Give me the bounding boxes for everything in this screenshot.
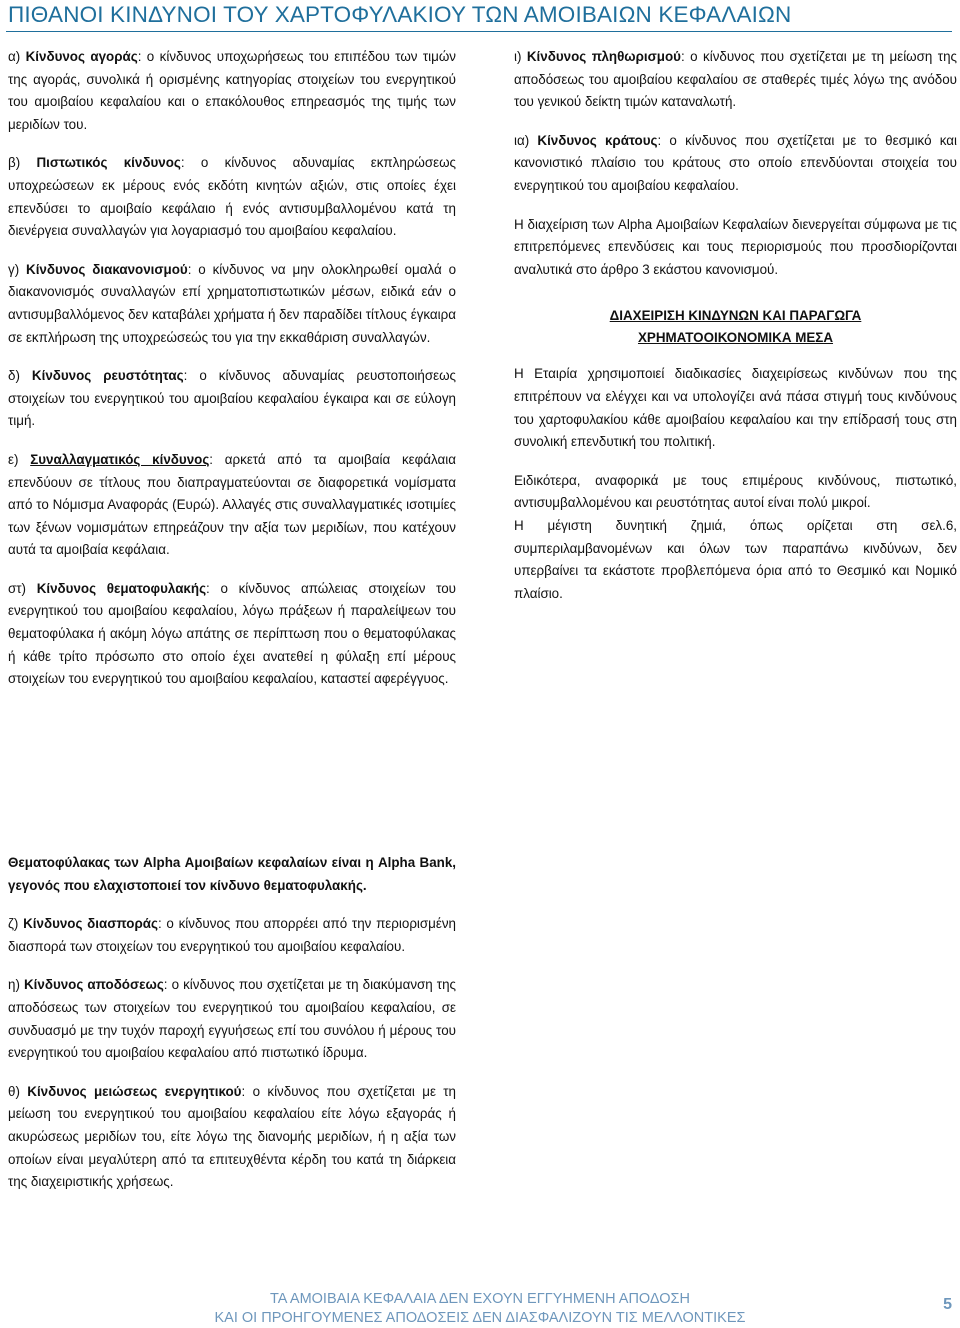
risk-item-liquidity: δ) Κίνδυνος ρευστότητας: ο κίνδυνος αδυναμίας ρευστοποιήσεως στοιχείων του ενεργητικού του αμοιβαίου κεφαλαίου έγκαιρα και σε εύλογη τιμή. (8, 368, 456, 429)
title-divider (6, 31, 952, 32)
risk-term: Κίνδυνος πληθωρισμού (526, 49, 681, 64)
risk-term: Κίνδυνος διασποράς (23, 916, 158, 932)
management-paragraph: Η διαχείριση των Alpha Αμοιβαίων Κεφαλαίων διενεργείται σύμφωνα με τις επιτρεπόμενες επενδύσεις και τους περιορισμούς που προσδιορίζονται αναλυτικά στο άρθρο 3 εκάστου κανονισμού. (514, 216, 957, 277)
risk-term: Κίνδυνος ρευστότητας (31, 368, 184, 384)
risk-term: Συναλλαγματικός κίνδυνος (30, 451, 210, 467)
risk-item-settlement: γ) Κίνδυνος διακανονισμού: ο κίνδυνος να μην ολοκληρωθεί ομαλά ο διακανονισμός συναλλαγών επί χρηματοπιστωτικών μέσων, ειδικά εάν ο αντισυμβαλλόμενος δεν καταβάλει χρήματα ή δεν παραδίδει τίτλους έγκαιρα σε εκπλήρωση της υποχρεώσεώς του για την εκκαθάριση συναλλαγών. (8, 261, 457, 345)
footer-line-2: ΚΑΙ ΟΙ ΠΡΟΗΓΟΥΜΕΝΕΣ ΑΠΟΔΟΣΕΙΣ ΔΕΝ ΔΙΑΣΦΑΛΙΖΟΥΝ ΤΙΣ ΜΕΛΛΟΝΤΙΚΕΣ (214, 1310, 746, 1326)
section-heading-line1: ΔΙΑΧΕΙΡΙΣΗ ΚΙΝΔΥΝΩΝ ΚΑΙ ΠΑΡΑΓΩΓΑ (609, 308, 862, 324)
lower-left-section (8, 852, 456, 1210)
risk-term: Κίνδυνος μειώσεως ενεργητικού (27, 1083, 242, 1099)
max-loss-paragraph: Η μέγιστη δυνητική ζημιά, όπως ορίζεται στη σελ.6, συμπεριλαμβανομένων και όλων των παραπάνω κινδύνων, δεν υπερβαίνει τα εκάστοτε προβλεπόμενα όρια από το Θεσμικό και Νομικό πλαίσιο. (514, 517, 957, 601)
risk-term: Κίνδυνος αποδόσεως (23, 977, 164, 993)
risk-term: Κίνδυνος κράτους (537, 132, 658, 148)
risk-item-inflation: ι) Κίνδυνος πληθωρισμού: ο κίνδυνος που σχετίζεται με τη μείωση της αποδόσεως του αμοιβαίου κεφαλαίου σε σταθερές τιμές λόγω της ανόδου του γενικού δείκτη τιμών καταναλωτή. (514, 49, 957, 110)
section-heading (514, 305, 957, 349)
risk-item-asset-reduction: θ) Κίνδυνος μειώσεως ενεργητικού: ο κίνδυνος που σχετίζεται με τη μείωση του ενεργητικού του αμοιβαίου κεφαλαίου είτε λόγω εξαγοράς ή ακυρώσεως μεριδίων του, είτε λόγω της διανομής μεριδίων, ή η αξία των οποίων είναι μεγαλύτερη από τα επιτευχθέντα κέρδη του κατά τη διάρκεια της διαχειριστικής χρήσεως. (8, 1083, 457, 1190)
risk-term: Κίνδυνος θεματοφυλακής (36, 580, 207, 596)
page-title: ΠΙΘΑΝΟΙ ΚΙΝΔΥΝΟΙ ΤΟΥ ΧΑΡΤΟΦΥΛΑΚΙΟΥ ΤΩΝ ΑΜΟΙΒΑΙΩΝ ΚΕΦΑΛΑΙΩΝ (8, 2, 792, 27)
custodian-note: Θεματοφύλακας των Alpha Αμοιβαίων κεφαλαίων είναι η Alpha Bank, γεγονός που ελαχιστοποιεί τον κίνδυνο θεματοφυλακής. (8, 855, 456, 893)
risk-management-paragraph: Η Εταιρία χρησιμοποιεί διαδικασίες διαχειρίσεως κινδύνων που της επιτρέπουν να ελέγχει και να υπολογίζει ανά πάσα στιγμή τους κινδύνους του χαρτοφυλακίου κάθε αμοιβαίου κεφαλαίου και την επίδρασή τους στη συνολική επενδυτική του πολιτική. (514, 366, 957, 450)
risk-item-currency: ε) Συναλλαγματικός κίνδυνος: αρκετά από τα αμοιβαία κεφάλαια επενδύουν σε τίτλους που διαπραγματεύονται σε διαφορετικά νομίσματα από το Νόμισμα Αναφοράς (Ευρώ). Αλλαγές στις συναλλαγματικές ισοτιμίες των ξένων νομισμάτων επηρεάζουν την αξία των μεριδίων, που κατέχουν αυτά τα αμοιβαία κεφάλαια. (8, 451, 456, 558)
risk-item-market: α) Κίνδυνος αγοράς: ο κίνδυνος υποχωρήσεως του επιπέδου των τιμών της αγοράς, συνολικά ή ορισμένης κατηγορίας στοιχείων του ενεργητικού του αμοιβαίου κεφαλαίου και ο επακόλουθος επηρεασμός της τιμής των μεριδίων του. (8, 49, 457, 132)
risk-term: Πιστωτικός κίνδυνος (36, 155, 181, 171)
footer-line-1: ΤΑ ΑΜΟΙΒΑΙΑ ΚΕΦΑΛΑΙΑ ΔΕΝ ΕΧΟΥΝ ΕΓΓΥΗΜΕΝΗ ΑΠΟΔΟΣΗ (270, 1291, 690, 1307)
risk-item-performance: η) Κίνδυνος αποδόσεως: ο κίνδυνος που σχετίζεται με τη διακύμανση της αποδόσεως των στοιχείων του ενεργητικού του αμοιβαίου κεφαλαίου, σε συνδυασμό με την τυχόν παροχή εγγυήσεως επί του συνόλου ή μέρους του ενεργητικού του αμοιβαίου κεφαλαίου από πιστωτικό ίδρυμα. (8, 977, 456, 1061)
risk-item-custody: στ) Κίνδυνος θεματοφυλακής: ο κίνδυνος απώλειας στοιχείων του ενεργητικού του αμοιβαίου κεφαλαίου, λόγω πράξεων ή παραλείψεων του θεματοφύλακα ή ακόμη λόγω απάτης σε περίπτωση που ο θεματοφύλακας ή κάθε τρίτο πρόσωπο στο οποίο έχει ανατεθεί η φύλαξη επί μέρους στοιχείων του ενεργητικού του αμοιβαίου κεφαλαίου, καταστεί αφερέγγυος. (8, 580, 456, 687)
risk-item-diversification: ζ) Κίνδυνος διασποράς: ο κίνδυνος που απορρέει από την περιορισμένη διασπορά των στοιχείων του ενεργητικού του αμοιβαίου κεφαλαίου. (8, 916, 456, 954)
risk-item-credit: β) Πιστωτικός κίνδυνος: ο κίνδυνος αδυναμίας εκπληρώσεως υποχρεώσεων εκ μέρους ενός εκδότη κινητών αξιών, στις οποίες έχει επενδύσει το αμοιβαίο κεφάλαιο ή ενός αντισυμβαλλομένου κατά τη διενέργεια συναλλαγών για λογαριασμό του αμοιβαίου κεφαλαίου. (8, 155, 456, 239)
footer-disclaimer (150, 1290, 810, 1328)
specific-risks-paragraph: Ειδικότερα, αναφορικά με τους επιμέρους κινδύνους, πιστωτικό, αντισυμβαλλομένου και ρευστότητας αυτοί είναι πολύ μικροί. (514, 472, 957, 511)
risk-term: Κίνδυνος αγοράς (25, 49, 138, 64)
right-column (514, 46, 957, 621)
risk-term: Κίνδυνος διακανονισμού (26, 261, 188, 277)
risk-item-country: ια) Κίνδυνος κράτους: ο κίνδυνος που σχετίζεται με το θεσμικό και κανονιστικό πλαίσιο του κράτους στο οποίο επενδύονται στοιχεία του ενεργητικού του αμοιβαίου κεφαλαίου. (514, 132, 957, 193)
page-number: 5 (943, 1296, 952, 1313)
section-heading-line2: ΧΡΗΜΑΤΟΟΙΚΟΝΟΜΙΚΑ ΜΕΣΑ (637, 330, 834, 346)
left-column (8, 46, 456, 707)
